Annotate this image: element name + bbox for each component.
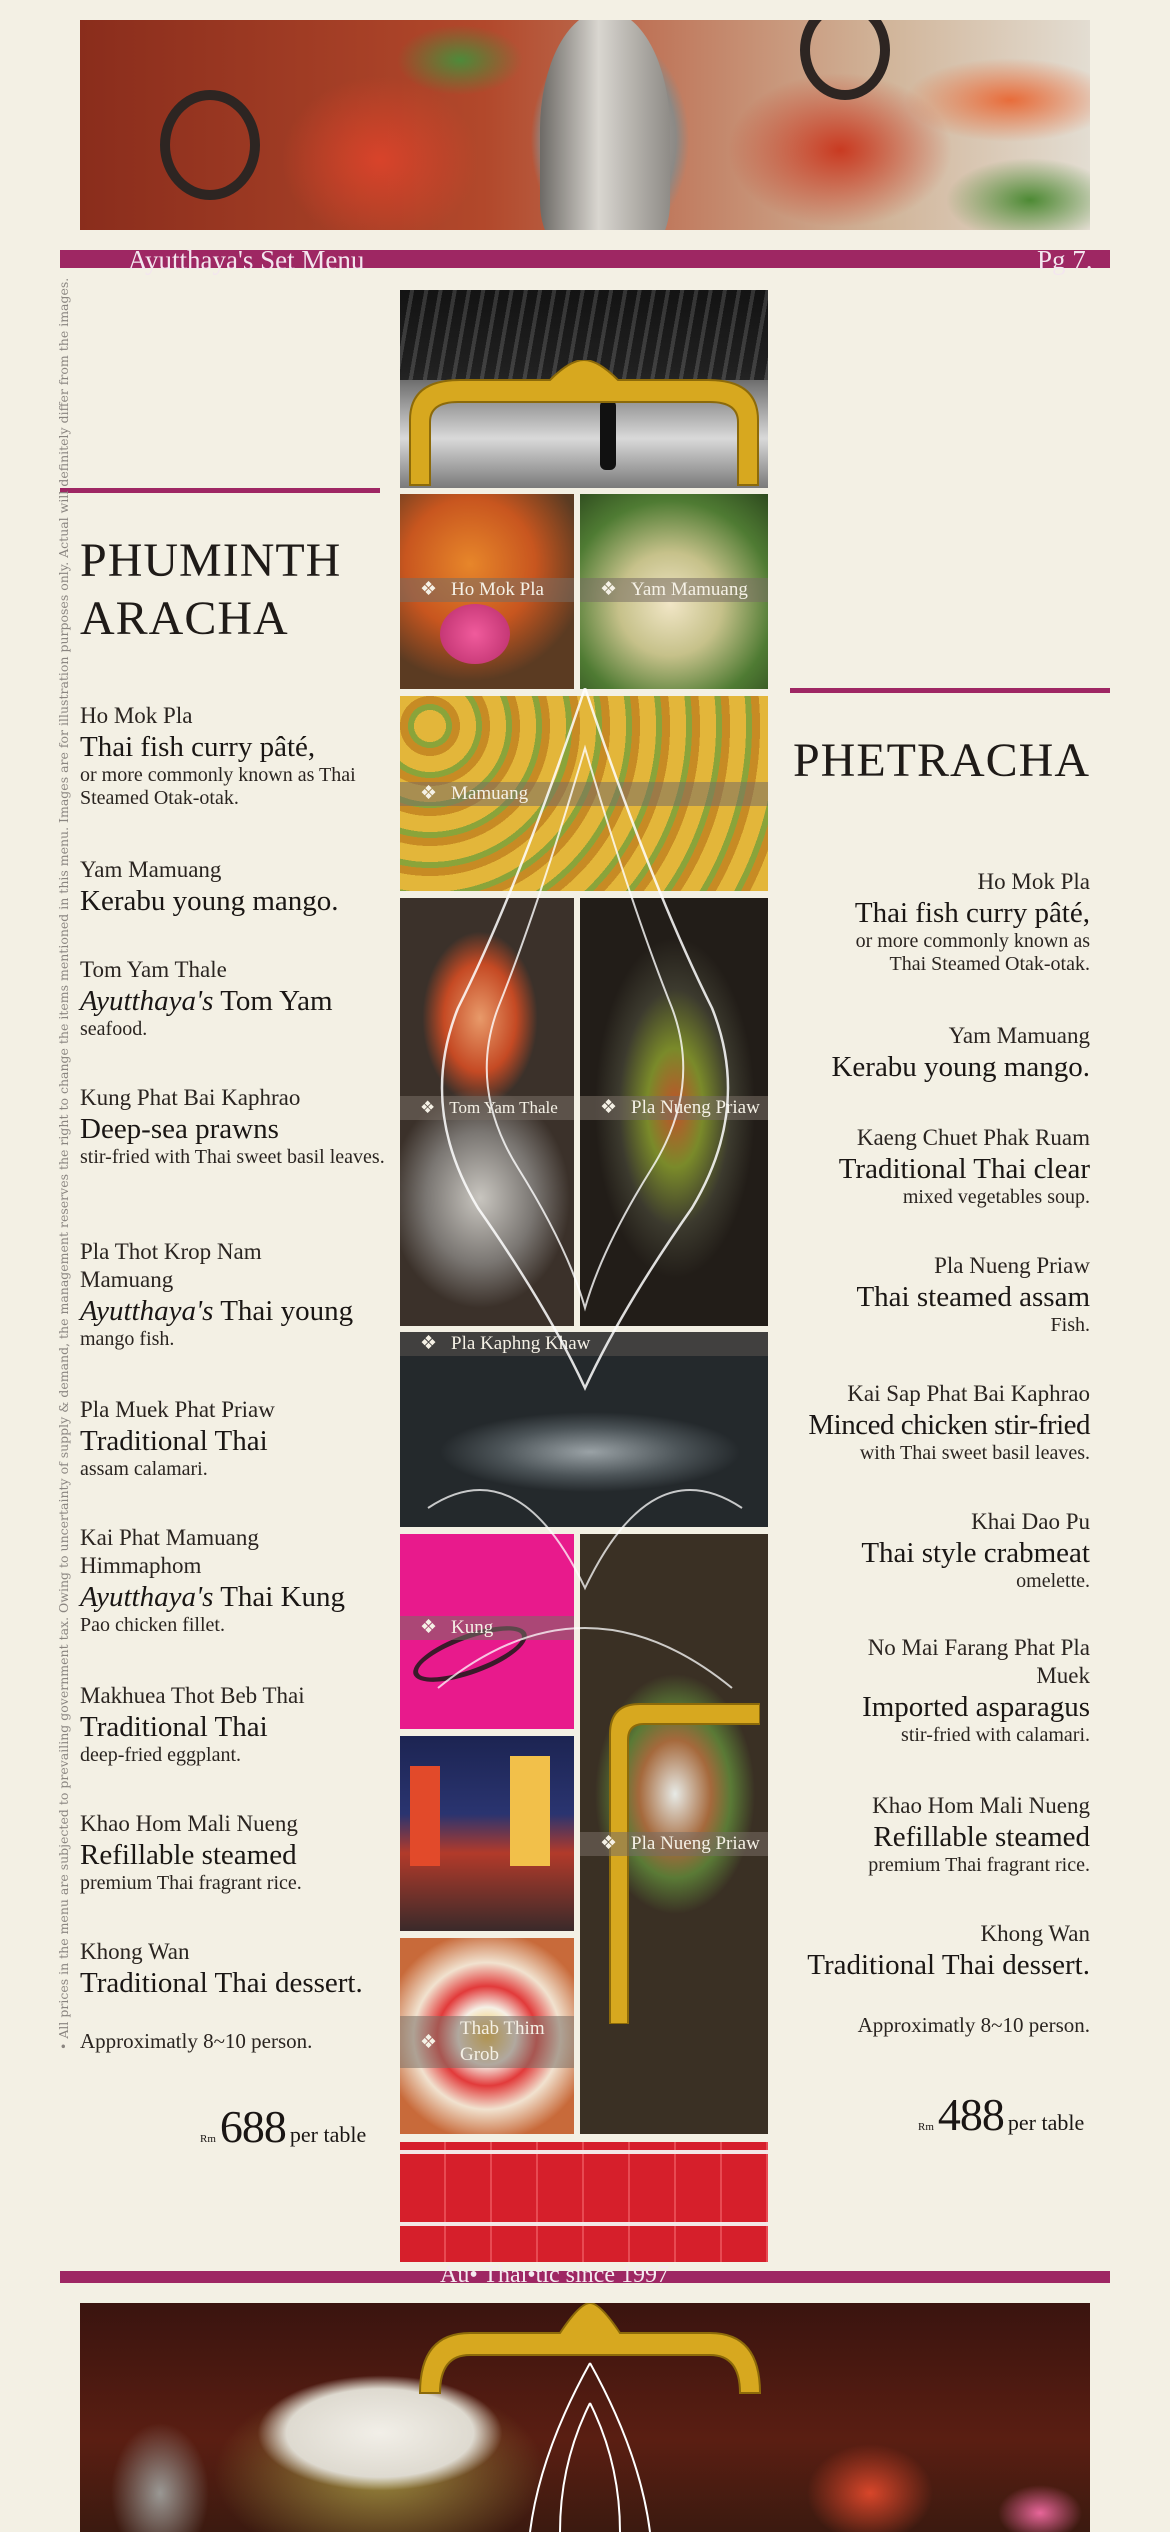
- tile-label-mamuang: Mamuang: [451, 783, 529, 804]
- tile-label-thab-thim-grob: Thab Thim Grob: [460, 2018, 545, 2065]
- tile-ho-mok-pla: [400, 494, 574, 689]
- item-name: Khao Hom Mali Nueng: [872, 1793, 1090, 1818]
- left-menu-price: [200, 2100, 366, 2153]
- left-menu-title-line2: ARACHA: [80, 592, 289, 645]
- item-subtext: assam calamari.: [80, 1458, 208, 1480]
- photo-collage: [398, 288, 772, 2268]
- page-number: Pg 7.: [1037, 245, 1093, 275]
- diamond-icon: ❖: [600, 579, 618, 600]
- menu-item: [760, 1792, 1090, 1877]
- thai-ornament-outline: [398, 688, 772, 2088]
- item-description: Traditional Thai dessert.: [80, 1967, 363, 1999]
- right-menu-price: [918, 2088, 1084, 2141]
- menu-item: [760, 868, 1090, 976]
- item-name: Khao Hom Mali Nueng: [80, 1811, 298, 1836]
- tile-label-kung: Kung: [451, 1617, 494, 1638]
- menu-item: [760, 1508, 1090, 1593]
- item-subtext: premium Thai fragrant rice.: [80, 1872, 302, 1894]
- item-description: Traditional Thai clear: [838, 1153, 1090, 1185]
- item-name: Makhuea Thot Beb Thai: [80, 1683, 305, 1708]
- tile-label-pla-nueng-priaw-2: Pla Nueng Priaw: [631, 1833, 760, 1854]
- item-name: Kaeng Chuet Phak Ruam: [856, 1125, 1090, 1150]
- menu-item: [80, 956, 410, 1041]
- tile-train-station: [400, 290, 768, 488]
- diamond-icon: ❖: [420, 2032, 438, 2053]
- item-name: Kai Sap Phat Bai Kaphrao: [847, 1381, 1090, 1406]
- diamond-icon: ❖: [600, 1097, 618, 1118]
- tile-label-tom-yam-thale: Tom Yam Thale: [449, 1098, 558, 1117]
- item-name: Yam Mamuang: [948, 1023, 1090, 1048]
- set-menu-label: Ayutthaya's Set Menu: [128, 245, 365, 275]
- left-menu-rule: [60, 488, 380, 493]
- price-amount: 488: [937, 2089, 1004, 2140]
- menu-item: [80, 1938, 410, 2000]
- item-subtext: seafood.: [80, 1018, 148, 1040]
- brand-name: Ayutthaya's: [80, 985, 214, 1017]
- item-subtext: or more commonly known as Thai Steamed Otak-otak.: [80, 764, 356, 809]
- tile-yam-mamuang: [580, 494, 768, 689]
- menu-item: [760, 1252, 1090, 1337]
- diamond-icon: ❖: [600, 1833, 618, 1854]
- menu-item: [80, 1396, 410, 1481]
- item-name: Khong Wan: [80, 1939, 190, 1964]
- price-amount: 688: [219, 2101, 286, 2152]
- item-name: Yam Mamuang: [80, 857, 222, 882]
- serving-size: Approximatly 8~10 person.: [857, 2013, 1090, 2037]
- item-subtext: omelette.: [1016, 1570, 1090, 1592]
- item-subtext: or more commonly known as Thai Steamed Otak-otak.: [855, 930, 1090, 975]
- item-description: Minced chicken stir-fried: [808, 1409, 1090, 1441]
- item-name: Pla Nueng Priaw: [934, 1253, 1090, 1278]
- menu-item: [760, 1380, 1090, 1465]
- tile-label-pla-kaphng-khaw: Pla Kaphng Khaw: [451, 1333, 591, 1354]
- footer-tagline: Au• Thai•tic since 1997: [440, 2262, 669, 2288]
- brand-name: Ayutthaya's: [80, 1295, 214, 1327]
- item-description: Traditional Thai: [80, 1711, 268, 1743]
- pot-handle-right: [800, 20, 890, 100]
- menu-item: [80, 1524, 410, 1637]
- pot-handle-left: [160, 90, 260, 200]
- item-description: [80, 984, 410, 1018]
- item-description-text: Tom Yam: [213, 985, 333, 1017]
- left-menu-title-line1: PHUMINTH: [80, 534, 342, 587]
- item-description: Thai style crabmeat: [861, 1537, 1090, 1569]
- item-description: Thai fish curry pâté,: [80, 731, 316, 763]
- item-description: [80, 1294, 410, 1328]
- item-name: Khai Dao Pu: [971, 1509, 1090, 1534]
- tile-label-ho-mok-pla: Ho Mok Pla: [451, 579, 544, 600]
- diamond-icon: ❖: [420, 1098, 436, 1117]
- item-name: Ho Mok Pla: [80, 703, 193, 728]
- tile-label-yam-mamuang: Yam Mamuang: [631, 579, 748, 600]
- left-menu-title: [80, 532, 341, 648]
- item-description: Kerabu young mango.: [831, 1051, 1090, 1083]
- item-description: [80, 1580, 410, 1614]
- item-subtext: premium Thai fragrant rice.: [868, 1854, 1090, 1876]
- diamond-icon: ❖: [420, 1333, 438, 1354]
- item-name: Pla Thot Krop Nam Mamuang: [80, 1239, 262, 1292]
- gold-arch-frame: [400, 360, 768, 488]
- footer-photo-rice-dishes: [80, 2303, 1090, 2532]
- item-name: No Mai Farang Phat Pla Muek: [867, 1635, 1090, 1688]
- disclaimer-text: • All prices in the menu are subjected to prevailing government tax. Owing to uncertainty of supply & demand, the management reserves the right to change the items mentioned in this menu. Images are for illustration purposes only. Actual will definitely differ from the images.: [56, 277, 71, 2050]
- menu-item: [80, 1682, 410, 1767]
- item-name: Kai Phat Mamuang Himmaphom: [80, 1525, 259, 1578]
- item-subtext: Pao chicken fillet.: [80, 1614, 225, 1636]
- item-name: Pla Muek Phat Priaw: [80, 1397, 275, 1422]
- item-description: Refillable steamed: [80, 1839, 297, 1871]
- item-subtext: with Thai sweet basil leaves.: [859, 1442, 1090, 1464]
- item-description: Imported asparagus: [862, 1691, 1090, 1723]
- item-subtext: Fish.: [1050, 1314, 1090, 1336]
- tile-red-pattern: [400, 2142, 768, 2262]
- item-name: Ho Mok Pla: [977, 869, 1090, 894]
- item-description-text: Thai young: [213, 1295, 354, 1327]
- item-description: Kerabu young mango.: [80, 885, 339, 917]
- right-menu-title: PHETRACHA: [792, 734, 1090, 787]
- price-unit: per table: [1007, 2110, 1085, 2135]
- item-description: Traditional Thai: [80, 1425, 268, 1457]
- item-description: Refillable steamed: [873, 1821, 1090, 1853]
- menu-item: [760, 1920, 1090, 1982]
- diamond-icon: ❖: [420, 579, 438, 600]
- pot-chimney: [540, 20, 670, 230]
- diamond-icon: ❖: [420, 1617, 438, 1638]
- item-name: Kung Phat Bai Kaphrao: [80, 1085, 301, 1110]
- hero-photo-tom-yam-pot: [80, 20, 1090, 230]
- pattern-line: [400, 2150, 768, 2154]
- brand-name: Ayutthaya's: [80, 1581, 214, 1613]
- price-currency: Rm: [918, 2121, 934, 2133]
- right-menu-rule: [790, 688, 1110, 693]
- item-subtext: stir-fried with Thai sweet basil leaves.: [80, 1146, 385, 1168]
- item-description: Traditional Thai dessert.: [807, 1949, 1090, 1981]
- tile-label-pla-nueng-priaw: Pla Nueng Priaw: [631, 1097, 760, 1118]
- gold-ornament-frame: [410, 2303, 770, 2532]
- item-description: Deep-sea prawns: [80, 1113, 279, 1145]
- menu-item: [80, 1810, 410, 1895]
- menu-item: [760, 1634, 1090, 1747]
- menu-item: [80, 1238, 410, 1351]
- menu-item: [80, 856, 410, 918]
- lotus-flower: [440, 604, 510, 664]
- item-subtext: deep-fried eggplant.: [80, 1744, 242, 1766]
- menu-item: [760, 1022, 1090, 1084]
- item-description: Thai fish curry pâté,: [854, 897, 1090, 929]
- item-name: Khong Wan: [980, 1921, 1090, 1946]
- item-subtext: stir-fried with calamari.: [901, 1724, 1090, 1746]
- pattern-line: [400, 2222, 768, 2226]
- menu-item: [760, 1124, 1090, 1209]
- menu-item: [80, 702, 410, 810]
- price-currency: Rm: [200, 2133, 216, 2145]
- item-description-text: Thai Kung: [213, 1581, 346, 1613]
- serving-size: Approximatly 8~10 person.: [80, 2029, 313, 2053]
- item-subtext: mango fish.: [80, 1328, 175, 1350]
- item-subtext: mixed vegetables soup.: [902, 1186, 1090, 1208]
- item-description: Thai steamed assam: [856, 1281, 1090, 1313]
- diamond-icon: ❖: [420, 783, 438, 804]
- item-name: Tom Yam Thale: [80, 957, 227, 982]
- menu-item: [80, 1084, 410, 1169]
- price-unit: per table: [289, 2122, 367, 2147]
